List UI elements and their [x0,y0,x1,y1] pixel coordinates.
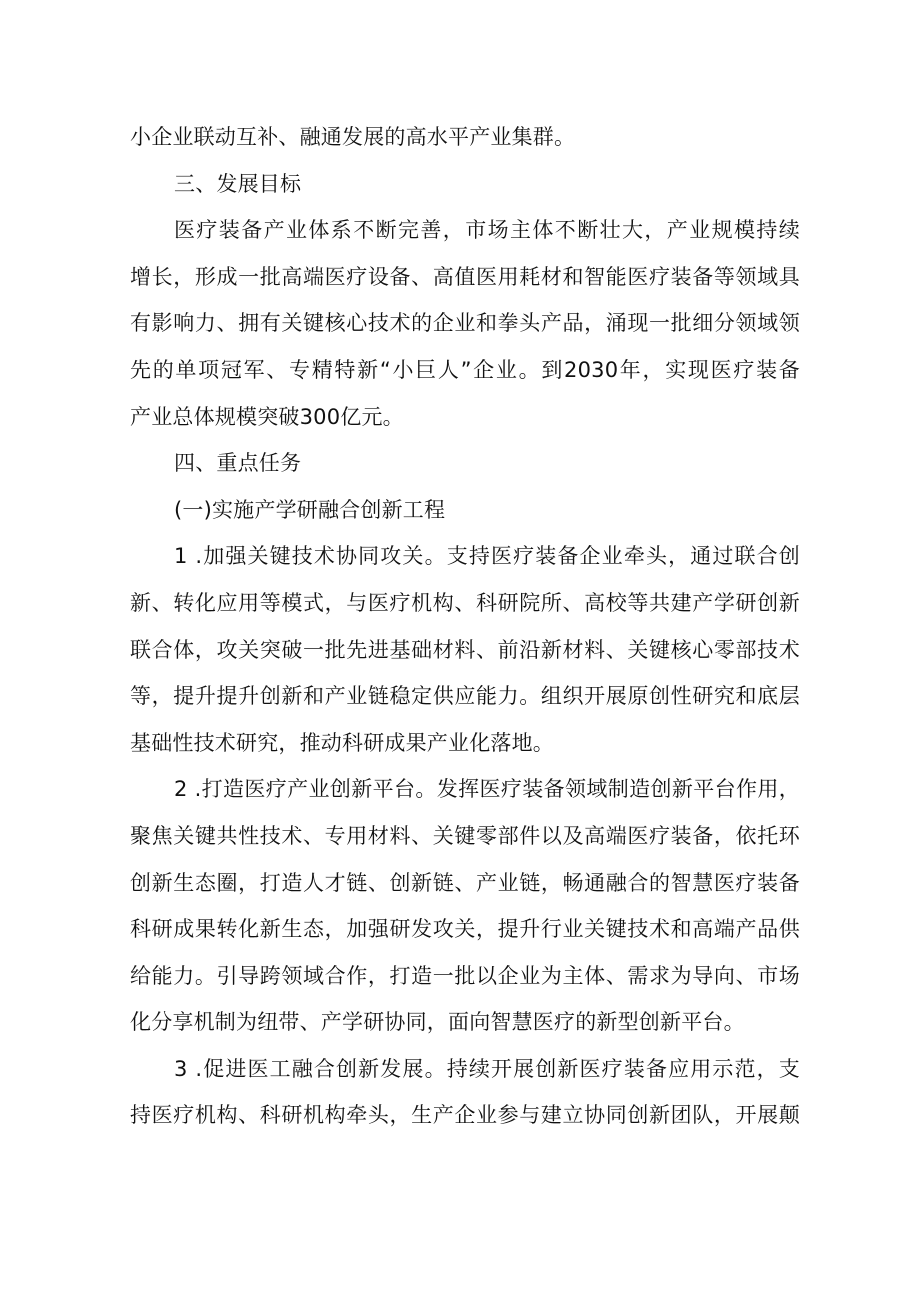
text-line: 创新生态圈，打造人才链、创新链、产业链，畅通融合的智慧医疗装备 [130,870,800,895]
text-line: 先的单项冠军、专精特新“小巨人”企业。到2030年，实现医疗装备 [130,357,800,382]
text-line: 小企业联动互补、融通发展的高水平产业集群。 [130,125,576,149]
text-line: 产业总体规模突破300亿元。 [130,404,404,429]
text-line: 基础性技术研究，推动科研成果产业化落地。 [130,730,554,755]
text-line: 等，提升提升创新和产业链稳定供应能力。组织开展原创性研究和底层 [130,684,800,709]
text-line: 3 .促进医工融合创新发展。持续开展创新医疗装备应用示范，支 [174,1056,800,1081]
text-line: 1 .加强关键技术协同攻关。支持医疗装备企业牵头，通过联合创 [174,544,800,569]
text-line: 医疗装备产业体系不断完善，市场主体不断壮大，产业规模持续 [174,218,800,243]
text-line: 2 .打造医疗产业创新平台。发挥医疗装备领域制造创新平台作用， [174,777,800,802]
text-line: 四、重点任务 [174,451,302,476]
text-line: 有影响力、拥有关键核心技术的企业和拳头产品，涌现一批细分领域领 [130,311,800,336]
text-line: 增长，形成一批高端医疗设备、高值医用耗材和智能医疗装备等领域具 [130,264,800,289]
text-line: 化分享机制为纽带、产学研协同，面向智慧医疗的新型创新平台。 [130,1010,745,1035]
document-body [130,114,800,1139]
text-line: 联合体，攻关突破一批先进基础材料、前沿新材料、关键核心零部技术 [130,637,800,662]
text-line: 给能力。引导跨领域合作，打造一批以企业为主体、需求为导向、市场 [130,963,800,988]
text-line: 聚焦关键共性技术、专用材料、关键零部件以及高端医疗装备，依托环 [130,823,800,848]
text-line: 新、转化应用等模式，与医疗机构、科研院所、高校等共建产学研创新 [130,590,800,615]
text-line: 科研成果转化新生态，加强研发攻关，提升行业关键技术和高端产品供 [130,917,800,942]
text-line: 持医疗机构、科研机构牵头，生产企业参与建立协同创新团队，开展颠 [130,1103,800,1128]
text-line: 三、发展目标 [174,171,302,196]
text-line: (一)实施产学研融合创新工程 [174,497,446,522]
